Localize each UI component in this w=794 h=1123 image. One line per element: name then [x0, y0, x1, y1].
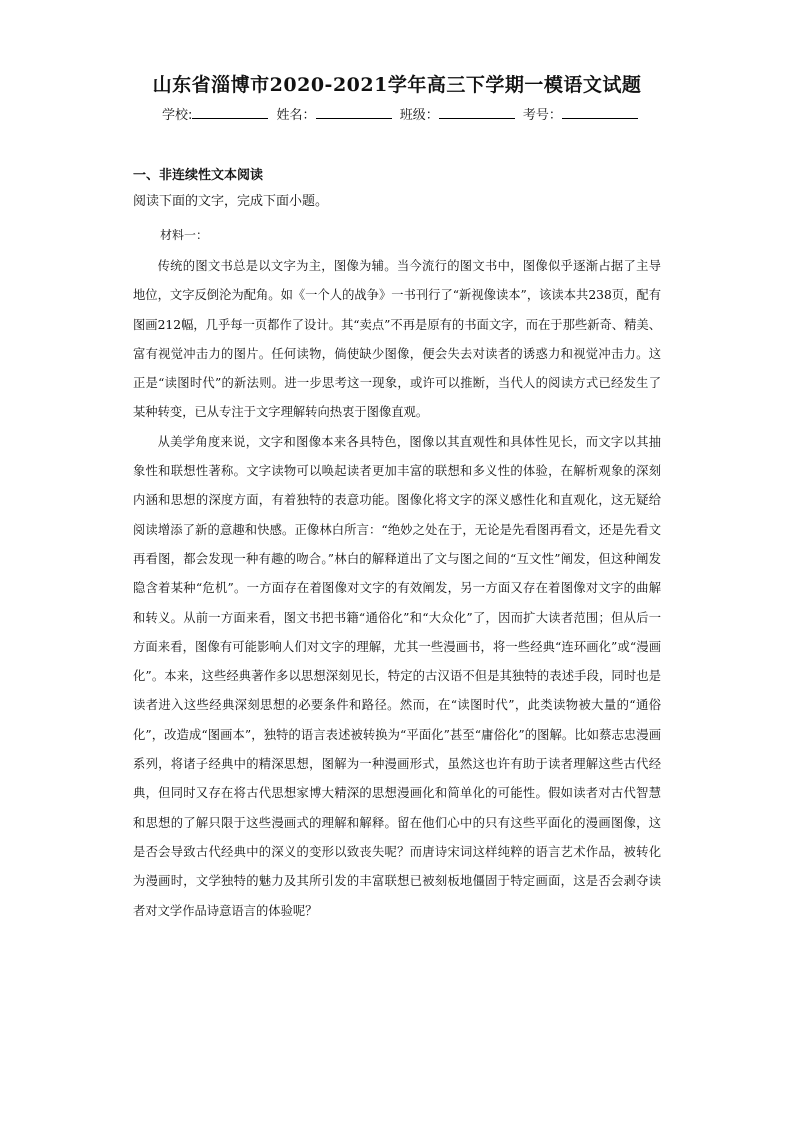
instruction-text: 阅读下面的文字，完成下面小题。: [133, 194, 329, 209]
paragraph: 传统的图文书总是以文字为主，图像为辅。当今流行的图文书中，图像似乎逐渐占据了主导地位，文字反倒沦为配角。如《一个人的战争》一书刊行了“新视像读本”，该读本共238页，配有图画212幅，几乎每一页都作了设计。其“卖点”不再是原有的书面文字，而在于那些新奇、精美、富有视觉冲击力的图片。任何读物，倘使缺少图像，便会失去对读者的诱惑力和视觉冲击力。这正是“读图时代”的新法则。进一步思考这一现象，或许可以推断，当代人的阅读方式已经发生了某种转变，已从专注于文字理解转向热衷于图像直观。: [133, 259, 661, 420]
student-info-row: [162, 104, 642, 123]
school-label: 学校:: [162, 108, 193, 123]
passage-body: [133, 252, 661, 926]
name-blank[interactable]: [316, 106, 392, 119]
school-blank[interactable]: [192, 106, 268, 119]
exam-no-blank[interactable]: [562, 106, 638, 119]
paragraph: 从美学角度来说，文字和图像本来各具特色，图像以其直观性和具体性见长，而文字以其抽象性和联想性著称。文字读物可以唤起读者更加丰富的联想和多义性的体验，在解析观象的深刻内涵和思想的深度方面，有着独特的表意功能。图像化将文字的深义感性化和直观化，这无疑给阅读增添了新的意趣和快感。正像林白所言：“绝妙之处在于，无论是先看图再看文，还是先看文再看图，都会发现一种有趣的吻合。”林白的解释道出了文与图之间的“互文性”阐发，但这种阐发隐含着某种“危机”。一方面存在着图像对文字的有效阐发，另一方面又存在着图像对文字的曲解和转义。从前一方面来看，图文书把书籍“通俗化”和“大众化”了，因而扩大读者范围；但从后一方面来看，图像有可能影响人们对文字的理解，尤其一些漫画书，将一些经典“连环画化”或“漫画化”。本来，这些经典著作多以思想深刻见长，特定的古汉语不但是其独特的表述手段，同时也是读者进入这些经典深刻思想的必要条件和路径。然而，在“读图时代”，此类读物被大量的“通俗化”，改造成“图画本”，独特的语言表述被转换为“平面化”甚至“庸俗化”的图解。比如蔡志忠漫画系列，将诸子经典中的精深思想，图解为一种漫画形式，虽然这也许有助于读者理解这些古代经典，但同时又存在将古代思想家博大精深的思想漫画化和简单化的可能性。假如读者对古代智慧和思想的了解只限于这些漫画式的理解和解释。留在他们心中的只有这些平面化的漫画图像，这是否会导致古代经典中的深义的变形以致丧失呢？而唐诗宋词这样纯粹的语言艺术作品，被转化为漫画时，文学独特的魅力及其所引发的丰富联想已被刻板地僵固于特定画面，这是否会剥夺读者对文学作品诗意语言的体验呢？: [133, 434, 661, 918]
class-label: 班级：: [399, 108, 439, 123]
material-label: 材料一：: [160, 228, 209, 242]
exam-no-label: 考号：: [522, 108, 562, 123]
page-title: 山东省淄博市2020-2021学年高三下学期一模语文试题: [152, 74, 642, 96]
name-label: 姓名：: [276, 108, 316, 123]
class-blank[interactable]: [439, 106, 515, 119]
section-heading: 一、非连续性文本阅读: [133, 168, 264, 183]
